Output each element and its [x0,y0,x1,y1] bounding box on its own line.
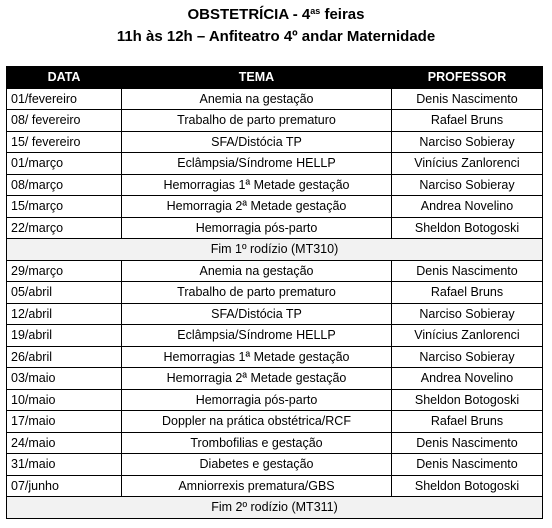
cell-professor: Denis Nascimento [392,260,543,282]
table-row [7,110,543,132]
document-title [0,6,552,24]
cell-tema: Hemorragia pós-parto [122,389,392,411]
column-header-tema: TEMA [122,67,392,89]
cell-date: 22/março [7,217,122,239]
cell-date: 05/abril [7,282,122,304]
cell-tema: Anemia na gestação [122,88,392,110]
title-suffix: feiras [320,6,365,23]
cell-tema: Trabalho de parto prematuro [122,110,392,132]
table-row [7,389,543,411]
cell-date: 12/abril [7,303,122,325]
cell-tema: Hemorragias 1ª Metade gestação [122,174,392,196]
cell-date: 01/fevereiro [7,88,122,110]
cell-professor: Sheldon Botogoski [392,217,543,239]
column-header-professor: PROFESSOR [392,67,543,89]
cell-professor: Vinícius Zanlorenci [392,153,543,175]
table-row [7,196,543,218]
cell-tema: Diabetes e gestação [122,454,392,476]
cell-professor: Andrea Novelino [392,196,543,218]
table-row [7,260,543,282]
cell-tema: Eclâmpsia/Síndrome HELLP [122,153,392,175]
table-row [7,411,543,433]
separator-label: Fim 2º rodízio (MT311) [7,497,543,519]
table-header-row [7,67,543,89]
cell-professor: Narciso Sobieray [392,131,543,153]
table-row [7,131,543,153]
cell-professor: Vinícius Zanlorenci [392,325,543,347]
cell-date: 10/maio [7,389,122,411]
table-row [7,174,543,196]
cell-date: 24/maio [7,432,122,454]
cell-tema: Trombofilias e gestação [122,432,392,454]
cell-date: 26/abril [7,346,122,368]
cell-tema: Hemorragia 2ª Metade gestação [122,196,392,218]
cell-professor: Andrea Novelino [392,368,543,390]
cell-date: 03/maio [7,368,122,390]
cell-date: 29/março [7,260,122,282]
title-main: OBSTETRÍCIA - 4 [187,6,311,23]
cell-date: 19/abril [7,325,122,347]
cell-tema: Doppler na prática obstétrica/RCF [122,411,392,433]
cell-tema: Hemorragias 1ª Metade gestação [122,346,392,368]
document-subtitle: 11h às 12h – Anfiteatro 4º andar Maternidade [116,28,436,45]
cell-tema: Anemia na gestação [122,260,392,282]
cell-professor: Denis Nascimento [392,432,543,454]
cell-tema: Hemorragia 2ª Metade gestação [122,368,392,390]
table-row [7,217,543,239]
cell-tema: Trabalho de parto prematuro [122,282,392,304]
separator-row [7,497,543,519]
cell-tema: SFA/Distócia TP [122,303,392,325]
table-row [7,475,543,497]
table-row [7,432,543,454]
table-body [7,88,543,518]
cell-date: 08/ fevereiro [7,110,122,132]
cell-professor: Rafael Bruns [392,411,543,433]
table-row [7,368,543,390]
cell-professor: Narciso Sobieray [392,303,543,325]
table-row [7,282,543,304]
cell-professor: Denis Nascimento [392,88,543,110]
table-row [7,303,543,325]
table-row [7,454,543,476]
cell-professor: Rafael Bruns [392,282,543,304]
cell-date: 01/março [7,153,122,175]
column-header-data: DATA [7,67,122,89]
cell-date: 08/março [7,174,122,196]
cell-professor: Sheldon Botogoski [392,475,543,497]
cell-professor: Narciso Sobieray [392,174,543,196]
schedule-table [6,66,543,519]
cell-professor: Narciso Sobieray [392,346,543,368]
cell-professor: Rafael Bruns [392,110,543,132]
table-row [7,153,543,175]
cell-professor: Sheldon Botogoski [392,389,543,411]
table-row [7,346,543,368]
separator-row [7,239,543,261]
title-superscript: as [310,6,321,16]
cell-date: 15/ fevereiro [7,131,122,153]
table-row [7,325,543,347]
cell-date: 07/junho [7,475,122,497]
cell-tema: Amniorrexis prematura/GBS [122,475,392,497]
cell-date: 31/maio [7,454,122,476]
cell-tema: SFA/Distócia TP [122,131,392,153]
separator-label: Fim 1º rodízio (MT310) [7,239,543,261]
cell-professor: Denis Nascimento [392,454,543,476]
cell-date: 15/março [7,196,122,218]
table-row [7,88,543,110]
cell-tema: Hemorragia pós-parto [122,217,392,239]
cell-tema: Eclâmpsia/Síndrome HELLP [122,325,392,347]
cell-date: 17/maio [7,411,122,433]
